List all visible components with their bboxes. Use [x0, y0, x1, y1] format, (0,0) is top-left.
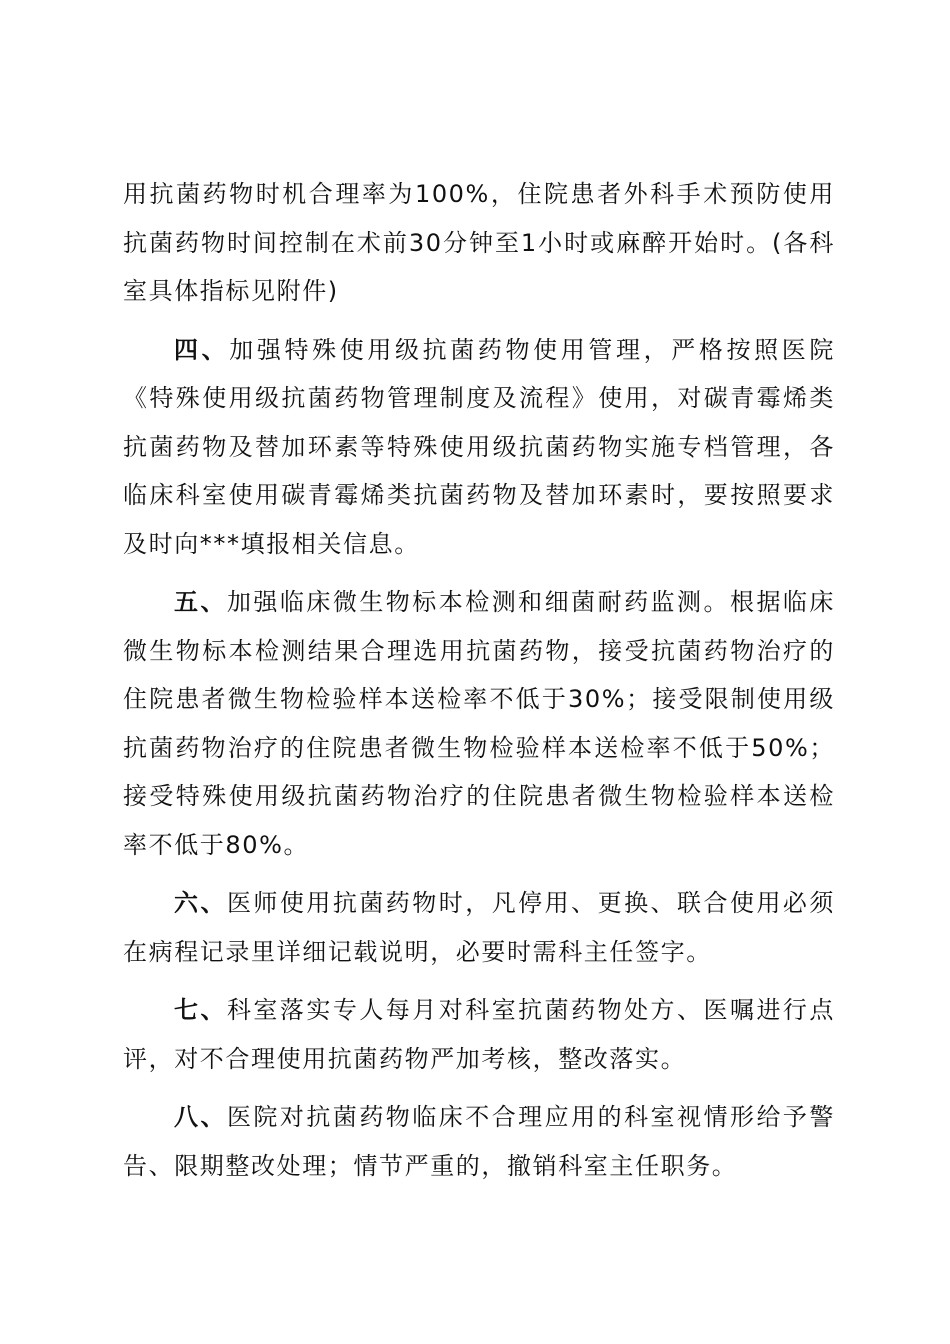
paragraph-heading: 五、 — [174, 588, 227, 616]
paragraph-body: 加强特殊使用级抗菌药物使用管理，严格按照医院《特殊使用级抗菌药物管理制度及流程》使用，对碳青霉烯类抗菌药物及替加环素等特殊使用级抗菌药物实施专档管理，各临床科室使用碳青霉烯类抗菌药物及替加环素时，要按照要求及时向***填报相关信息。 — [123, 335, 836, 558]
paragraph-item-8 — [123, 1093, 835, 1190]
paragraph-body: 医师使用抗菌药物时，凡停用、更换、联合使用必须在病程记录里详细记载说明，必要时需科主任签字。 — [123, 889, 835, 966]
paragraph-body: 加强临床微生物标本检测和细菌耐药监测。根据临床微生物标本检测结果合理选用抗菌药物，接受抗菌药物治疗的住院患者微生物检验样本送检率不低于30%；接受限制使用级抗菌药物治疗的住院患者微生物检验样本送检率不低于50%；接受特殊使用级抗菌药物治疗的住院患者微生物检验样本送检率不低于80%。 — [123, 588, 835, 859]
paragraph-body: 科室落实专人每月对科室抗菌药物处方、医嘱进行点评，对不合理使用抗菌药物严加考核，整改落实。 — [123, 996, 835, 1073]
paragraph-item-4 — [123, 326, 835, 569]
paragraph-heading: 四、 — [174, 335, 230, 364]
paragraph-body: 医院对抗菌药物临床不合理应用的科室视情形给予警告、限期整改处理；情节严重的，撤销科室主任职务。 — [123, 1103, 835, 1180]
paragraph-continuation — [123, 170, 835, 316]
paragraph-heading: 六、 — [174, 889, 227, 917]
paragraph-item-7 — [123, 986, 835, 1083]
document-page — [123, 170, 835, 1200]
paragraph-item-5 — [123, 578, 835, 869]
paragraph-item-6 — [123, 879, 835, 976]
paragraph-heading: 七、 — [174, 996, 227, 1024]
paragraph-heading: 八、 — [174, 1103, 227, 1131]
paragraph-body: 用抗菌药物时机合理率为100%，住院患者外科手术预防使用抗菌药物时间控制在术前30分钟至1小时或麻醉开始时。(各科室具体指标见附件) — [123, 180, 835, 305]
